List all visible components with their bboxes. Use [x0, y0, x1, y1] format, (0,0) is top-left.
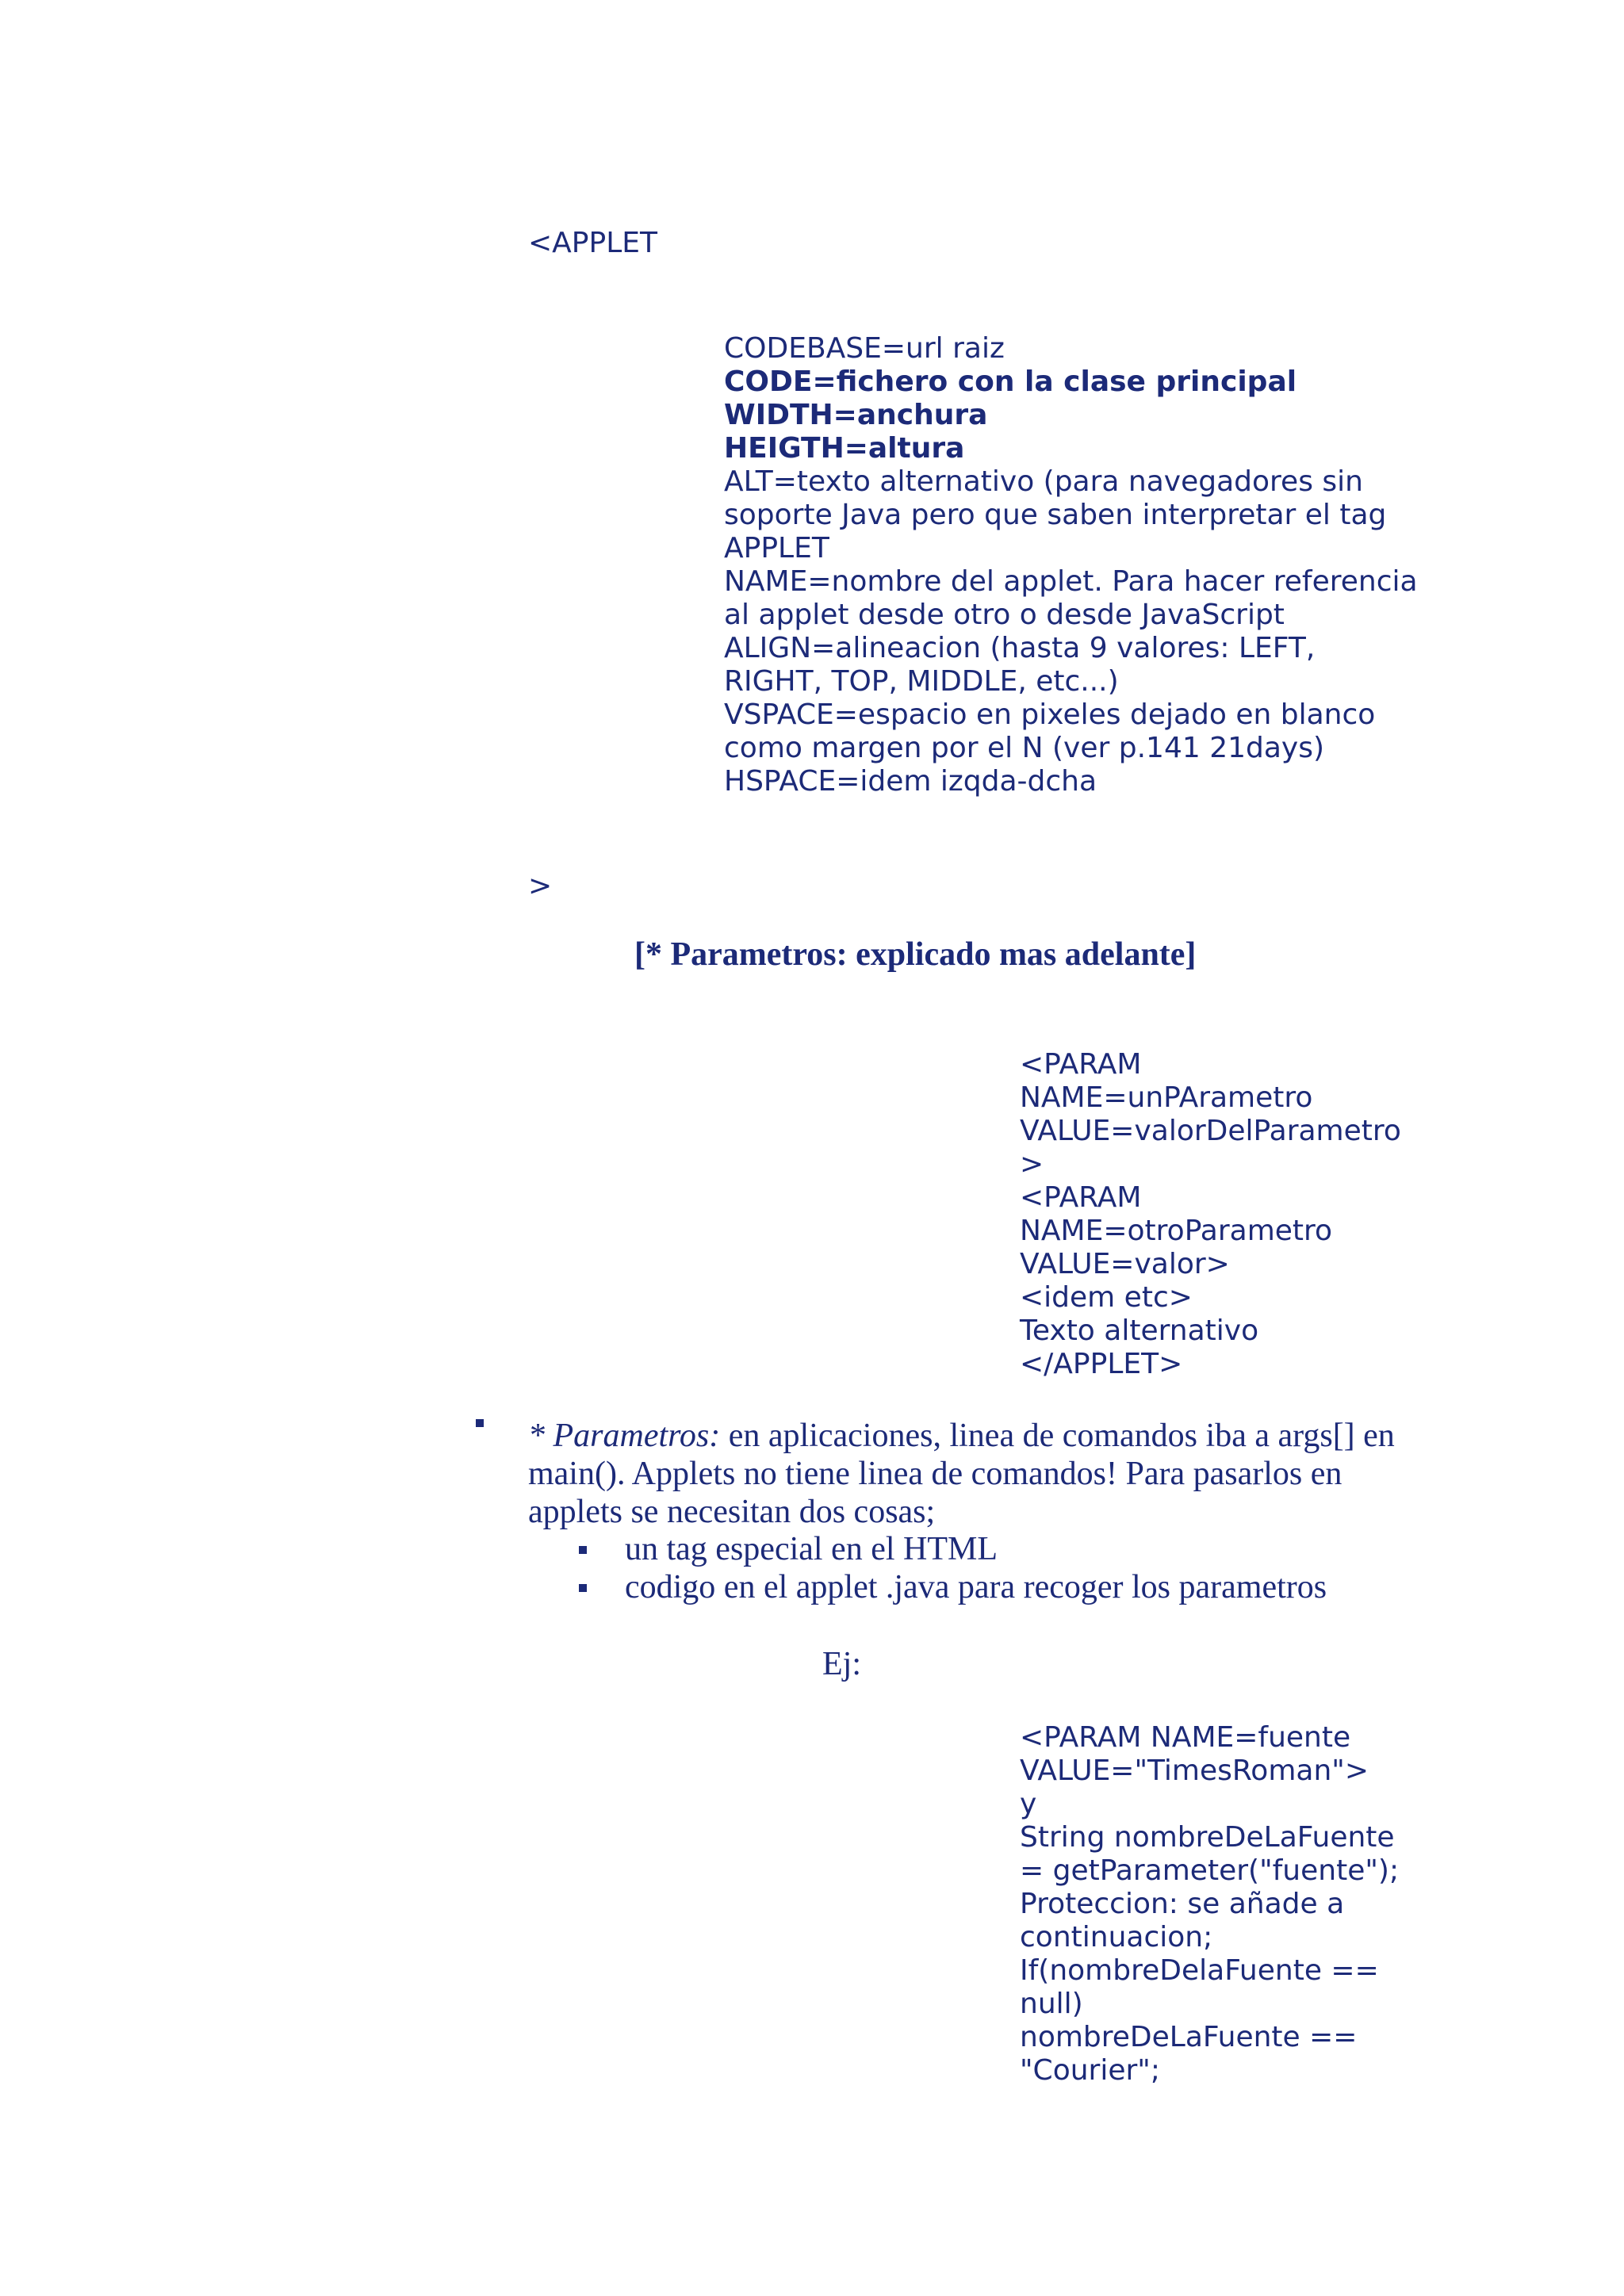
attribute-line: CODE=fichero con la clase principal	[724, 365, 1297, 398]
attribute-line: RIGHT, TOP, MIDDLE, etc...)	[724, 665, 1119, 698]
attribute-line: como margen por el N (ver p.141 21days)	[724, 732, 1325, 764]
applet-open-tag: <APPLET	[528, 227, 658, 259]
bullet-line: en aplicaciones, linea de comandos iba a args[] en	[720, 1418, 1395, 1454]
example-label: Ej:	[822, 1646, 861, 1682]
bullet-marker	[476, 1419, 484, 1427]
example-line: nombreDeLaFuente ==	[1020, 2021, 1358, 2053]
param-line: </APPLET>	[1020, 1348, 1183, 1380]
attribute-line: HSPACE=idem izqda-dcha	[724, 765, 1097, 798]
parameters-heading: [* Parametros: explicado mas adelante]	[634, 936, 1197, 973]
example-line: "Courier";	[1020, 2054, 1160, 2087]
attribute-line: WIDTH=anchura	[724, 399, 988, 431]
example-line: = getParameter("fuente");	[1020, 1854, 1400, 1887]
param-line: NAME=otroParametro	[1020, 1215, 1333, 1247]
sub-bullet-item: codigo en el applet .java para recoger los parametros	[625, 1569, 1327, 1605]
attribute-line: VSPACE=espacio en pixeles dejado en blanco	[724, 698, 1376, 731]
example-line: String nombreDeLaFuente	[1020, 1821, 1395, 1854]
attribute-line: APPLET	[724, 532, 829, 564]
example-line: y	[1020, 1788, 1037, 1820]
parameters-bullet-paragraph	[528, 1417, 1400, 1531]
example-line: VALUE="TimesRoman">	[1020, 1755, 1369, 1787]
param-line: <idem etc>	[1020, 1281, 1193, 1314]
sub-bullet-item: un tag especial en el HTML	[625, 1531, 998, 1567]
attribute-line: ALIGN=alineacion (hasta 9 valores: LEFT,	[724, 632, 1316, 664]
param-line: VALUE=valorDelParametro	[1020, 1115, 1401, 1147]
bullet-line: main(). Applets no tiene linea de comandos! Para pasarlos en	[528, 1456, 1342, 1492]
attribute-line: al applet desde otro o desde JavaScript	[724, 599, 1285, 631]
example-line: If(nombreDelaFuente ==	[1020, 1954, 1379, 1987]
attribute-line: NAME=nombre del applet. Para hacer referencia	[724, 565, 1418, 598]
example-line: <PARAM NAME=fuente	[1020, 1721, 1351, 1754]
param-line: Texto alternativo	[1020, 1314, 1259, 1347]
parameters-italic-lead: * Parametros:	[528, 1418, 721, 1454]
example-code-block	[1020, 1721, 1399, 2087]
bullet-line: applets se necesitan dos cosas;	[528, 1494, 936, 1530]
param-tags-block	[1020, 1048, 1401, 1381]
example-line: Proteccion: se añade a	[1020, 1888, 1345, 1920]
attribute-line: ALT=texto alternativo (para navegadores sin	[724, 465, 1363, 498]
param-line: <PARAM	[1020, 1048, 1142, 1081]
applet-attributes-block	[724, 332, 1418, 798]
applet-close-bracket: >	[528, 870, 553, 902]
param-line: <PARAM	[1020, 1181, 1142, 1214]
param-line: NAME=unPArametro	[1020, 1081, 1313, 1114]
sub-bullet-marker	[579, 1584, 587, 1592]
attribute-line: CODEBASE=url raiz	[724, 332, 1005, 365]
example-line: null)	[1020, 1988, 1083, 2020]
param-line: VALUE=valor>	[1020, 1248, 1230, 1280]
param-line: >	[1020, 1148, 1044, 1181]
example-line: continuacion;	[1020, 1921, 1213, 1954]
attribute-line: HEIGTH=altura	[724, 432, 965, 465]
sub-bullet-marker	[579, 1546, 587, 1554]
attribute-line: soporte Java pero que saben interpretar el tag	[724, 499, 1387, 531]
